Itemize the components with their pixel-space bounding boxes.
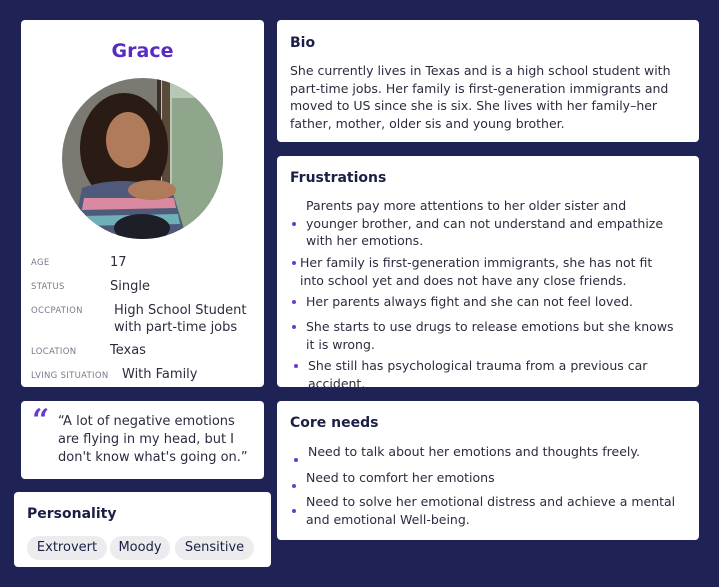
occupation-label: OCCPATION bbox=[31, 306, 83, 316]
bullet-dot bbox=[292, 325, 296, 329]
bullet-dot bbox=[292, 261, 296, 265]
bullet-dot bbox=[294, 458, 298, 462]
trait-pill: Moody bbox=[110, 536, 170, 560]
frustration-item: She still has psychological trauma from a previous car accident. bbox=[308, 358, 648, 391]
avatar-photo-icon bbox=[62, 78, 223, 239]
frustrations-title: Frustrations bbox=[290, 170, 387, 186]
bullet-dot bbox=[292, 484, 296, 488]
bio-text: She currently lives in Texas and is a high school student with part-time jobs. Her family is first-generation immigrants and moved to US since she is six. She lives with her family–her father, mother, older sis and young brother. bbox=[290, 63, 671, 131]
core-needs-card bbox=[277, 401, 699, 540]
status-value: Single bbox=[110, 279, 150, 294]
persona-name: Grace bbox=[111, 40, 174, 62]
frustration-item: She starts to use drugs to release emotions but she knows it is wrong. bbox=[306, 319, 674, 352]
age-label: AGE bbox=[31, 258, 50, 268]
bullet-dot bbox=[292, 300, 296, 304]
bullet-dot bbox=[292, 222, 296, 226]
quote-text: “A lot of negative emotions are flying in my head, but I don't know what's going on.” bbox=[58, 414, 248, 465]
personality-card bbox=[14, 492, 271, 567]
bullet-dot bbox=[294, 364, 298, 368]
trait-pill: Sensitive bbox=[175, 536, 254, 560]
living-situation-value: With Family bbox=[122, 367, 198, 382]
quote-mark-icon: “ bbox=[32, 403, 50, 438]
core-need-item: Need to comfort her emotions bbox=[306, 470, 495, 485]
avatar bbox=[62, 78, 223, 239]
core-need-item: Need to talk about her emotions and thoughts freely. bbox=[308, 444, 640, 459]
frustrations-card bbox=[277, 156, 699, 391]
core-need-item: Need to solve her emotional distress and achieve a mental and emotional Well-being. bbox=[306, 494, 676, 527]
bio-card bbox=[277, 20, 699, 142]
frustration-item: Parents pay more attentions to her older sister and younger brother, and can not understand and empathize with her emotions. bbox=[306, 198, 664, 248]
core-needs-title: Core needs bbox=[290, 415, 379, 431]
living-situation-label: LVING SITUATION bbox=[31, 371, 109, 381]
quote-card bbox=[21, 401, 264, 479]
status-label: STATUS bbox=[31, 282, 65, 292]
personality-title: Personality bbox=[27, 506, 117, 522]
location-label: LOCATION bbox=[31, 347, 77, 357]
bio-title: Bio bbox=[290, 35, 316, 51]
location-value: Texas bbox=[110, 343, 146, 358]
trait-pill: Extrovert bbox=[27, 536, 107, 560]
occupation-value: High School Student with part-time jobs bbox=[114, 303, 247, 335]
profile-card bbox=[21, 20, 264, 387]
age-value: 17 bbox=[110, 255, 127, 270]
bullet-dot bbox=[292, 509, 296, 513]
frustration-item: Her parents always fight and she can not feel loved. bbox=[306, 294, 633, 309]
frustration-item: Her family is first-generation immigrants, she has not fit into school yet and does not have any close friends. bbox=[300, 255, 653, 288]
